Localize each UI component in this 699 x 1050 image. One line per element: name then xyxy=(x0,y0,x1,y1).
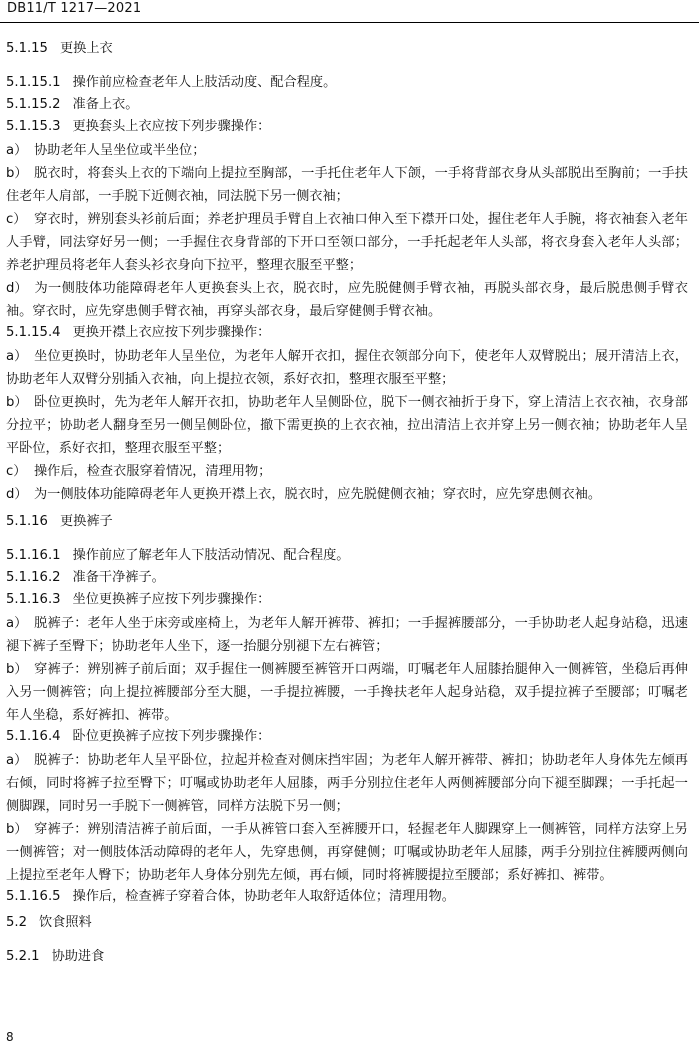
clause-5-1-15-1: 5.1.15.1 操作前应检查老年人上肢活动度、配合程度。 xyxy=(6,75,337,90)
section-heading-5-2-1: 5.2.1 协助进食 xyxy=(6,949,105,964)
clause-5-1-15-4: 5.1.15.4 更换开襟上衣应按下列步骤操作： xyxy=(6,325,271,340)
section-heading-5-1-15: 5.1.15 更换上衣 xyxy=(6,41,113,56)
list-item: a） 脱裤子：老年人坐于床旁或座椅上，为老年人解开裤带、裤扣；一手握裤腰部分，一手协助老人起身站稳，迅速褪下裤子至臀下；协助老年人坐下，逐一抬腿分别褪下左右裤管； xyxy=(6,616,688,654)
list-item: c） 操作后，检查衣服穿着情况，清理用物； xyxy=(6,464,272,479)
list-item: b） 卧位更换时，先为老年人解开衣扣，协助老年人呈侧卧位，脱下一侧衣袖折于身下，穿上清洁上衣衣袖，衣身部分拉平；协助老人翻身至另一侧呈侧卧位，撤下需更换的上衣衣袖，拉出清洁上衣并穿上另一侧衣袖；协助老年人呈平卧位，系好衣扣，整理衣服至平整； xyxy=(6,395,688,456)
clause-5-1-15-3: 5.1.15.3 更换套头上衣应按下列步骤操作： xyxy=(6,119,271,134)
list-item: d） 为一侧肢体功能障碍老年人更换套头上衣，脱衣时，应先脱健侧手臂衣袖，再脱头部衣身，最后脱患侧手臂衣袖。穿衣时，应先穿患侧手臂衣袖，再穿头部衣身，最后穿健侧手臂衣袖。 xyxy=(6,281,688,319)
clause-5-1-16-5: 5.1.16.5 操作后，检查裤子穿着合体，协助老年人取舒适体位；清理用物。 xyxy=(6,889,455,904)
document-body xyxy=(6,33,688,967)
list-item: d） 为一侧肢体功能障碍老年人更换开襟上衣，脱衣时，应先脱健侧衣袖；穿衣时，应先穿患侧衣袖。 xyxy=(6,487,602,502)
clause-5-1-15-2: 5.1.15.2 准备上衣。 xyxy=(6,97,139,112)
clause-5-1-16-3: 5.1.16.3 坐位更换裤子应按下列步骤操作： xyxy=(6,592,271,607)
page-number: 8 xyxy=(6,1030,14,1044)
clause-5-1-16-2: 5.1.16.2 准备干净裤子。 xyxy=(6,570,165,585)
list-item: b） 穿裤子：辨别清洁裤子前后面，一手从裤管口套入至裤腰开口，轻握老年人脚踝穿上一侧裤管，同样方法穿上另一侧裤管；对一侧肢体活动障碍的老年人，先穿患侧，再穿健侧；叮嘱或协助老年人屈膝，两手分别拉住裤腰两侧向上提拉至老年人臀下；协助老年人身体分别先左倾，再右倾，同时将裤腰提拉至腰部；系好裤扣、裤带。 xyxy=(6,822,688,883)
list-item: a） 脱裤子：协助老年人呈平卧位，拉起并检查对侧床挡牢固；为老年人解开裤带、裤扣；协助老年人身体先左倾再右倾，同时将裤子拉至臀下；叮嘱或协助老年人屈膝，两手分别拉住老年人两侧裤腰部分向下褪至脚踝；一手托起一侧脚踝，同时另一手脱下一侧裤管，同样方法脱下另一侧； xyxy=(6,753,688,814)
clause-5-1-16-1: 5.1.16.1 操作前应了解老年人下肢活动情况、配合程度。 xyxy=(6,548,350,563)
list-item: b） 穿裤子：辨别裤子前后面；双手握住一侧裤腰至裤管开口两端，叮嘱老年人屈膝抬腿伸入一侧裤管，坐稳后再伸入另一侧裤管；向上提拉裤腰部分至大腿，一手提拉裤腰，一手搀扶老年人起身站稳，双手提拉裤子至腰部；叮嘱老年人坐稳，系好裤扣、裤带。 xyxy=(6,662,688,723)
list-item: c） 穿衣时，辨别套头衫前后面；养老护理员手臂自上衣袖口伸入至下襟开口处，握住老年人手腕，将衣袖套入老年人手臂，同法穿好另一侧；一手握住衣身背部的下开口至领口部分，一手托起老年人头部，将衣身套入老年人头部；养老护理员将老年人套头衫衣身向下拉平，整理衣服至平整； xyxy=(6,212,688,273)
section-heading-5-2: 5.2 饮食照料 xyxy=(6,915,92,930)
header-divider xyxy=(0,22,699,23)
list-item: a） 坐位更换时，协助老年人呈坐位，为老年人解开衣扣，握住衣领部分向下，使老年人双臂脱出；展开清洁上衣，协助老年人双臂分别插入衣袖，向上提拉衣领，系好衣扣，整理衣服至平整； xyxy=(6,349,688,387)
clause-5-1-16-4: 5.1.16.4 卧位更换裤子应按下列步骤操作： xyxy=(6,729,271,744)
list-item: b） 脱衣时，将套头上衣的下端向上提拉至胸部，一手托住老年人下颌，一手将背部衣身从头部脱出至胸前；一手扶住老年人肩部，一手脱下近侧衣袖，同法脱下另一侧衣袖； xyxy=(6,166,688,204)
section-heading-5-1-16: 5.1.16 更换裤子 xyxy=(6,514,113,529)
document-header: DB11/T 1217—2021 xyxy=(7,1,142,16)
list-item: a） 协助老年人呈坐位或半坐位； xyxy=(6,143,206,158)
